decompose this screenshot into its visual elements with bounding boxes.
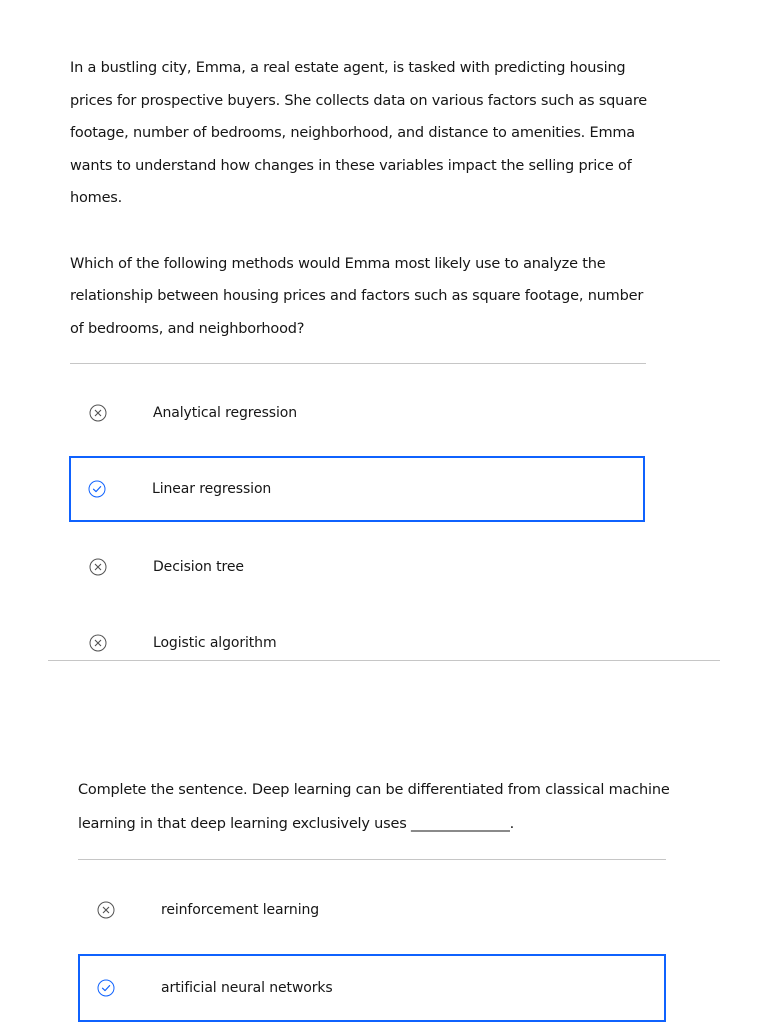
check-circle-icon [97, 979, 115, 997]
question-1-scenario: In a bustling city, Emma, a real estate agent, is tasked with predicting housing prices for prospective buyers. She collects data on various factors such as square footage, number of bedrooms, neighborhood, and distance to amenities. Emma wants to understand how changes in these variables impact the selling price of homes. [70, 60, 648, 206]
close-circle-icon [89, 634, 107, 652]
q2-option-artificial-neural-networks[interactable] [78, 954, 666, 1022]
section-divider [48, 660, 720, 661]
q2-option-reinforcement-learning[interactable] [78, 877, 666, 943]
option-label: Linear regression [152, 481, 272, 497]
question-2-text [78, 773, 678, 841]
question-1-prompt: Which of the following methods would Emma most likely use to analyze the relationship between housing prices and factors such as square footage, number of bedrooms, and neighborhood? [70, 255, 644, 337]
question-1-text [70, 52, 660, 345]
q1-option-analytical-regression[interactable] [70, 380, 646, 446]
q1-option-decision-tree[interactable] [70, 534, 646, 600]
option-label: Decision tree [153, 559, 244, 575]
option-label: artificial neural networks [161, 980, 333, 996]
option-label: Analytical regression [153, 405, 298, 421]
question-1-divider [70, 363, 646, 364]
question-2-prompt: Complete the sentence. Deep learning can be differentiated from classical machine learning in that deep learning exclusively uses ______________. [78, 782, 670, 832]
question-2-divider [78, 859, 666, 860]
option-label: Logistic algorithm [153, 635, 277, 651]
close-circle-icon [89, 558, 107, 576]
close-circle-icon [97, 901, 115, 919]
q1-option-linear-regression[interactable] [69, 456, 645, 522]
option-label: reinforcement learning [161, 902, 320, 918]
close-circle-icon [89, 404, 107, 422]
q1-option-logistic-algorithm[interactable] [70, 610, 646, 676]
check-circle-icon [88, 480, 106, 498]
